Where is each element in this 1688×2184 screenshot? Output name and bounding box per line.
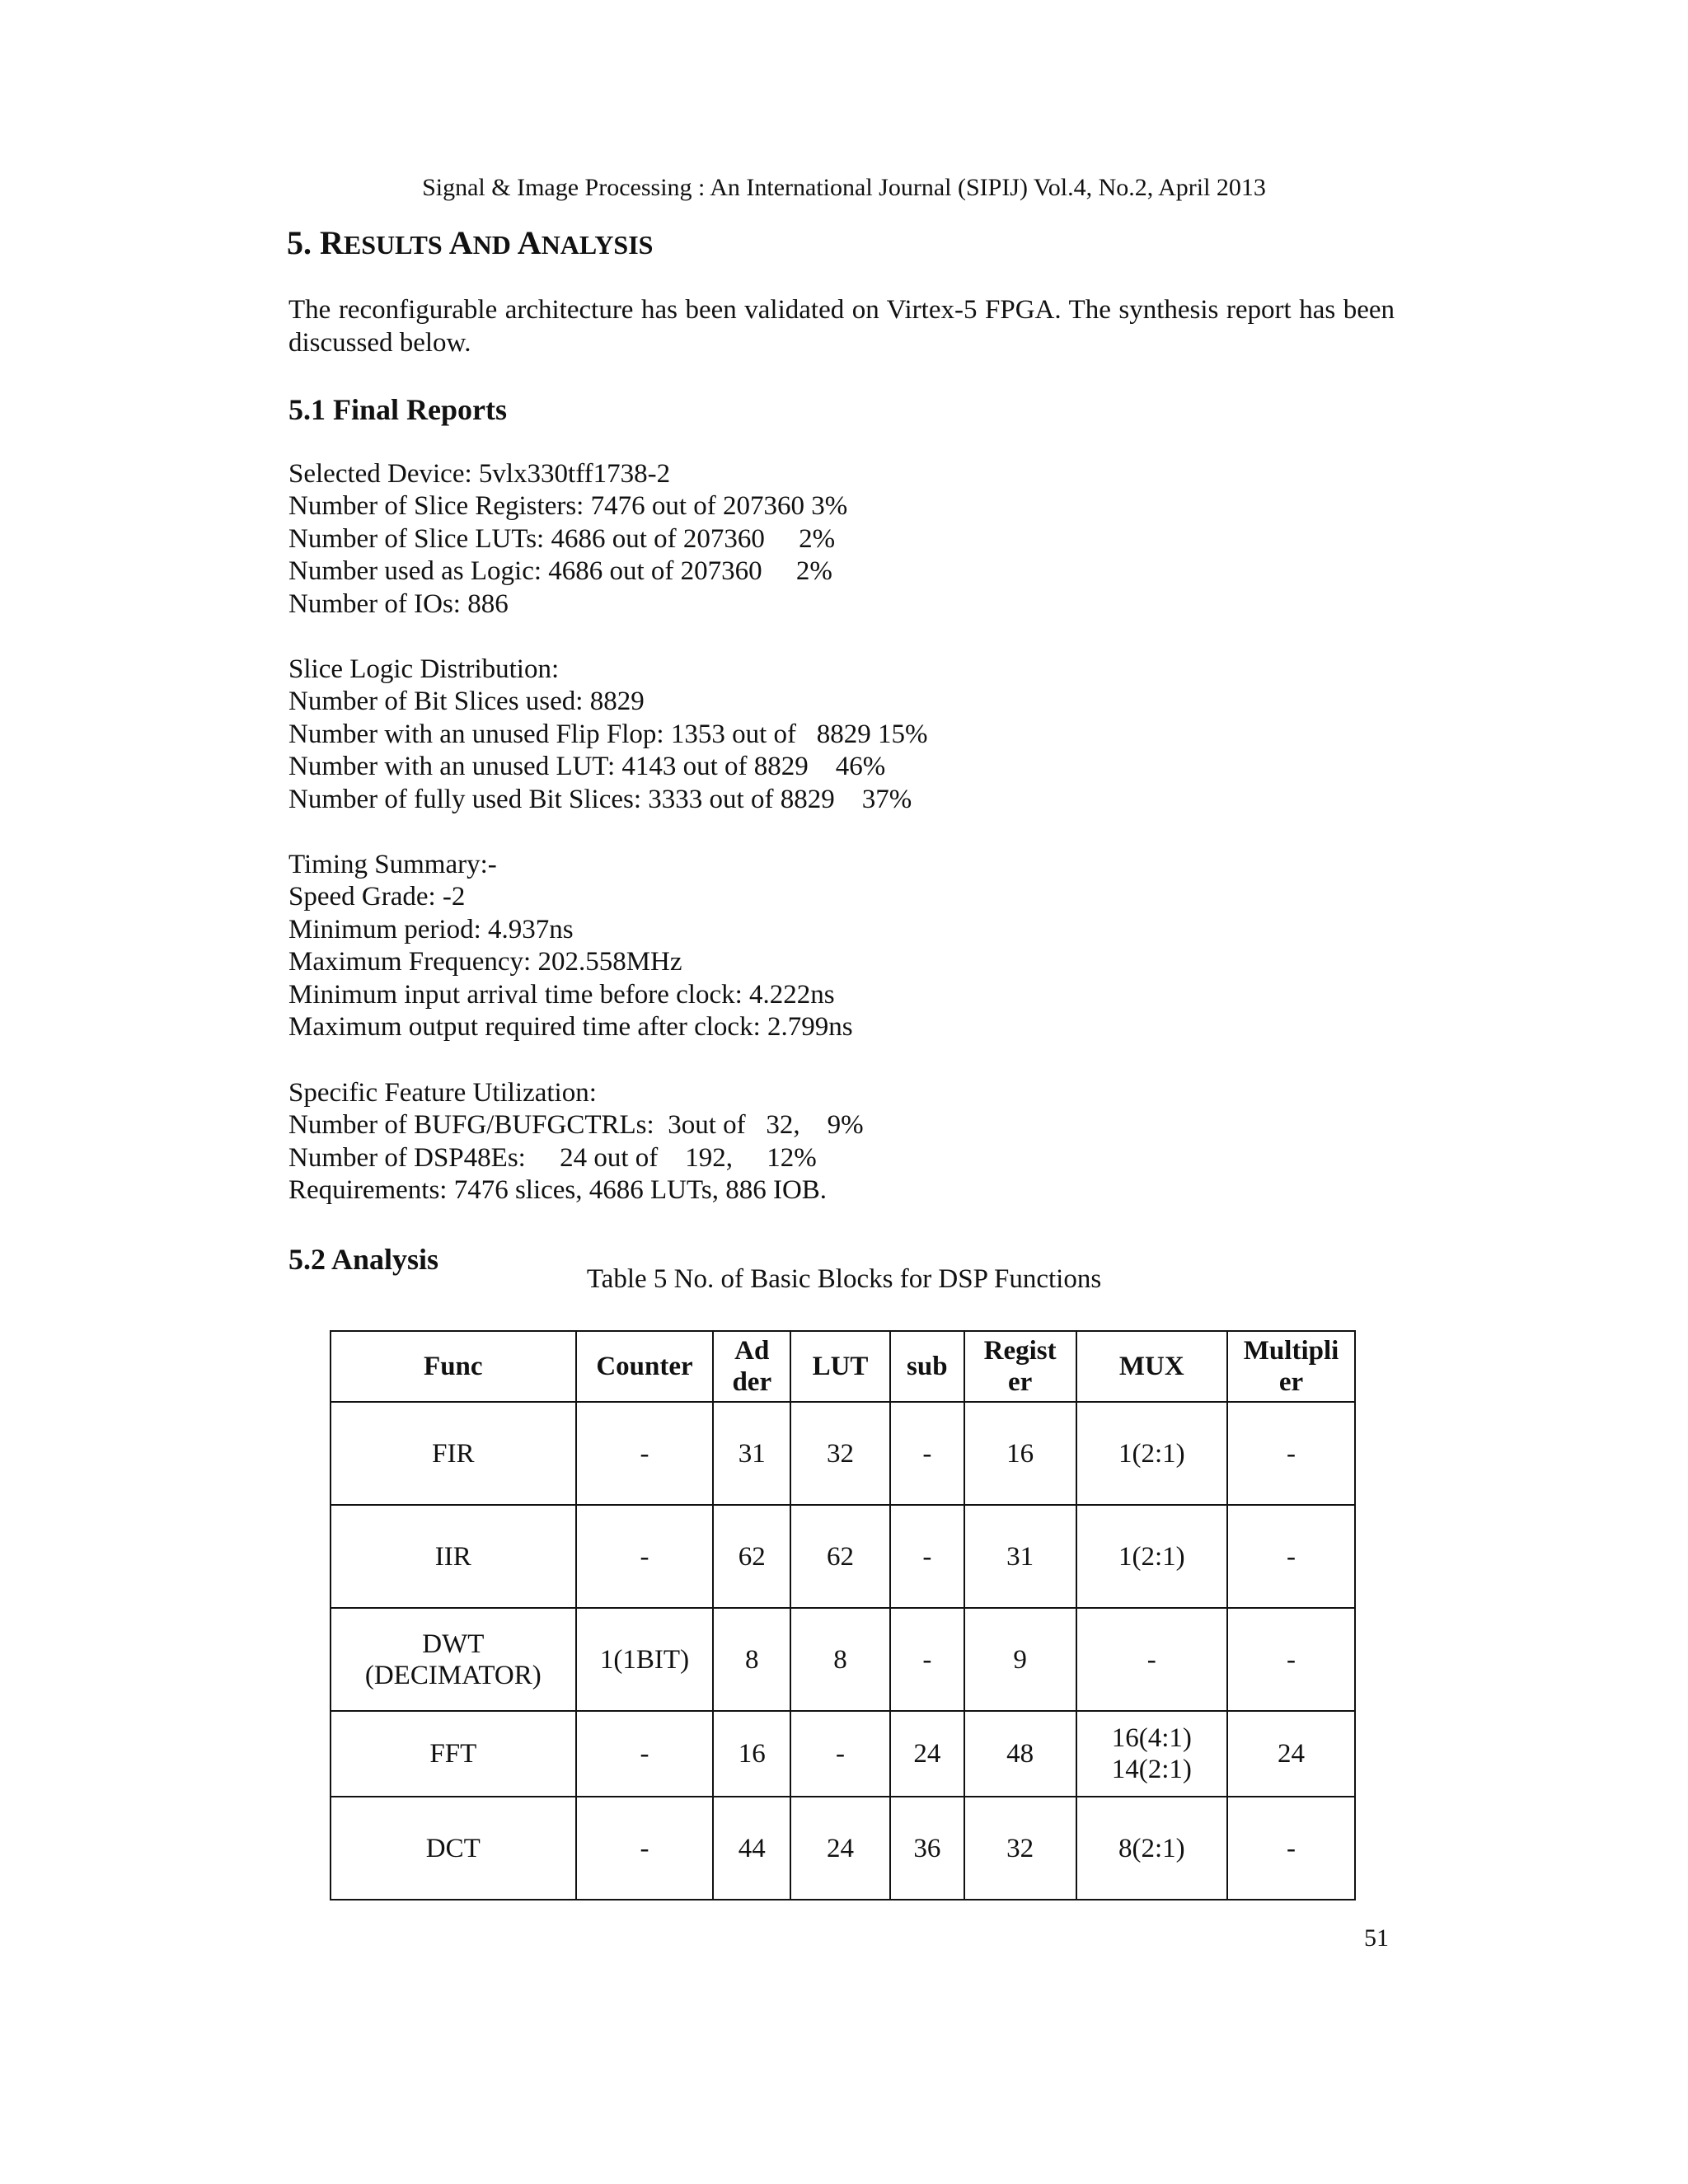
table-cell bbox=[576, 1402, 714, 1505]
cell-text: 24 bbox=[1278, 1739, 1306, 1769]
cell-text: Ad bbox=[734, 1336, 770, 1366]
table-cell bbox=[790, 1797, 890, 1900]
cell-text: - bbox=[640, 1739, 649, 1769]
table-cell bbox=[331, 1608, 576, 1711]
cell-text: Multipli bbox=[1243, 1336, 1339, 1366]
table-cell bbox=[964, 1797, 1076, 1900]
table-cell bbox=[1227, 1797, 1355, 1900]
table-row bbox=[331, 1797, 1355, 1900]
report-line: Specific Feature Utilization: bbox=[288, 1078, 597, 1108]
table-cell bbox=[1227, 1505, 1355, 1608]
table-cell bbox=[1076, 1711, 1228, 1797]
cell-text: DCT bbox=[425, 1833, 481, 1863]
table-row bbox=[331, 1505, 1355, 1608]
cell-text: 1(1BIT) bbox=[599, 1644, 690, 1675]
table-cell bbox=[890, 1402, 964, 1505]
report-line: Number used as Logic: 4686 out of 207360 2% bbox=[288, 556, 832, 587]
cell-text: 32 bbox=[1006, 1833, 1034, 1863]
report-line: Maximum Frequency: 202.558MHz bbox=[288, 947, 682, 977]
table-cell bbox=[1227, 1402, 1355, 1505]
table-header-row bbox=[331, 1331, 1355, 1402]
cell-text: FFT bbox=[429, 1739, 477, 1769]
report-line: Number of Bit Slices used: 8829 bbox=[288, 687, 645, 717]
table-cell bbox=[790, 1505, 890, 1608]
table-cell bbox=[331, 1402, 576, 1505]
table-cell bbox=[1076, 1797, 1228, 1900]
section-word-3-rest: NALYSIS bbox=[541, 230, 654, 260]
running-header: Signal & Image Processing : An International Journal (SIPIJ) Vol.4, No.2, April 2013 bbox=[422, 174, 1266, 201]
report-line: Timing Summary:- bbox=[288, 850, 497, 879]
cell-text: 1(2:1) bbox=[1118, 1438, 1185, 1469]
report-line: Number of IOs: 886 bbox=[288, 588, 509, 619]
column-header bbox=[890, 1331, 964, 1402]
cell-text: 62 bbox=[738, 1541, 766, 1572]
device-summary-block bbox=[288, 458, 847, 621]
report-line: Selected Device: 5vlx330tff1738-2 bbox=[288, 459, 671, 489]
column-header bbox=[713, 1331, 790, 1402]
cell-text: 8 bbox=[745, 1644, 759, 1675]
table-cell bbox=[1076, 1505, 1228, 1608]
table-cell bbox=[576, 1505, 714, 1608]
cell-text: 1(2:1) bbox=[1118, 1541, 1185, 1572]
table-cell bbox=[964, 1402, 1076, 1505]
table-cell bbox=[1227, 1608, 1355, 1711]
section-word-3-initial: A bbox=[517, 224, 542, 261]
cell-text: IIR bbox=[434, 1541, 471, 1572]
table-cell bbox=[1227, 1711, 1355, 1797]
cell-text: - bbox=[922, 1541, 932, 1572]
table-cell bbox=[713, 1797, 790, 1900]
cell-text: er bbox=[1278, 1367, 1304, 1397]
cell-text: er bbox=[1007, 1367, 1033, 1397]
intro-paragraph: The reconfigurable architecture has been validated on Virtex-5 FPGA. The synthesis report has been discussed below. bbox=[288, 295, 1395, 358]
table-cell bbox=[576, 1608, 714, 1711]
table-cell bbox=[890, 1711, 964, 1797]
table-cell bbox=[890, 1608, 964, 1711]
cell-text: (DECIMATOR) bbox=[364, 1660, 542, 1690]
report-line: Number of Slice LUTs: 4686 out of 207360 2% bbox=[288, 523, 836, 554]
report-line: Number of BUFG/BUFGCTRLs: 3out of 32, 9% bbox=[288, 1110, 864, 1141]
cell-text: DWT bbox=[422, 1629, 485, 1659]
page-number: 51 bbox=[1364, 1924, 1389, 1952]
cell-text: 31 bbox=[738, 1438, 766, 1469]
report-line: Minimum period: 4.937ns bbox=[288, 914, 574, 944]
cell-text: Counter bbox=[596, 1352, 693, 1381]
cell-text: LUT bbox=[812, 1352, 869, 1381]
table-row bbox=[331, 1402, 1355, 1505]
cell-text: 48 bbox=[1006, 1739, 1034, 1769]
report-line: Speed Grade: -2 bbox=[288, 882, 466, 912]
table-body bbox=[331, 1402, 1355, 1900]
cell-text: - bbox=[836, 1739, 846, 1769]
section-word-2-initial: A bbox=[448, 224, 473, 261]
feature-utilization-block bbox=[288, 1077, 864, 1207]
table-cell bbox=[331, 1505, 576, 1608]
table-cell bbox=[713, 1402, 790, 1505]
cell-text: - bbox=[640, 1541, 649, 1572]
cell-text: - bbox=[1287, 1541, 1296, 1572]
cell-text: 32 bbox=[827, 1438, 855, 1469]
table-cell bbox=[331, 1711, 576, 1797]
column-header bbox=[790, 1331, 890, 1402]
table-cell bbox=[790, 1608, 890, 1711]
section-heading bbox=[287, 223, 653, 265]
section-word-2-rest: ND bbox=[472, 230, 518, 260]
table-cell bbox=[713, 1505, 790, 1608]
cell-text: - bbox=[1287, 1833, 1296, 1863]
cell-text: 8(2:1) bbox=[1118, 1833, 1185, 1863]
cell-text: 9 bbox=[1013, 1644, 1027, 1675]
column-header bbox=[576, 1331, 714, 1402]
cell-text: 16 bbox=[1006, 1438, 1034, 1469]
table-row bbox=[331, 1608, 1355, 1711]
cell-text: 44 bbox=[738, 1833, 766, 1863]
report-line: Requirements: 7476 slices, 4686 LUTs, 886 IOB. bbox=[288, 1175, 828, 1206]
subsection-heading-final-reports: 5.1 Final Reports bbox=[288, 393, 507, 426]
cell-text: sub bbox=[907, 1352, 948, 1381]
table-cell bbox=[576, 1711, 714, 1797]
timing-summary-block bbox=[288, 849, 853, 1043]
cell-text: 16 bbox=[738, 1739, 766, 1769]
cell-text: - bbox=[922, 1438, 932, 1469]
cell-text: 24 bbox=[827, 1833, 855, 1863]
section-word-1-rest: ESULTS bbox=[343, 230, 449, 260]
cell-text: Func bbox=[424, 1352, 483, 1381]
cell-text: 36 bbox=[913, 1833, 941, 1863]
report-line: Number of DSP48Es: 24 out of 192, 12% bbox=[288, 1142, 817, 1173]
report-line: Slice Logic Distribution: bbox=[288, 654, 560, 684]
cell-text: 62 bbox=[827, 1541, 855, 1572]
cell-text: der bbox=[732, 1367, 772, 1397]
table-caption: Table 5 No. of Basic Blocks for DSP Functions bbox=[586, 1264, 1102, 1294]
report-line: Number of fully used Bit Slices: 3333 out of 8829 37% bbox=[288, 784, 912, 814]
cell-text: 16(4:1) bbox=[1111, 1723, 1192, 1753]
section-number: 5. bbox=[287, 224, 320, 261]
table-cell bbox=[890, 1797, 964, 1900]
cell-text: 14(2:1) bbox=[1111, 1755, 1192, 1784]
column-header bbox=[1227, 1331, 1355, 1402]
column-header bbox=[331, 1331, 576, 1402]
table-cell bbox=[790, 1402, 890, 1505]
table-cell bbox=[790, 1711, 890, 1797]
slice-logic-block bbox=[288, 654, 927, 816]
table-cell bbox=[576, 1797, 714, 1900]
table-cell bbox=[964, 1608, 1076, 1711]
report-line: Minimum input arrival time before clock: 4.222ns bbox=[288, 979, 835, 1010]
cell-text: MUX bbox=[1118, 1352, 1184, 1381]
cell-text: - bbox=[922, 1644, 932, 1675]
column-header bbox=[964, 1331, 1076, 1402]
dsp-blocks-table bbox=[330, 1330, 1356, 1900]
table-cell bbox=[713, 1608, 790, 1711]
cell-text: 31 bbox=[1006, 1541, 1034, 1572]
cell-text: 24 bbox=[913, 1739, 941, 1769]
report-line: Number with an unused LUT: 4143 out of 8829 46% bbox=[288, 752, 886, 782]
report-line: Maximum output required time after clock: 2.799ns bbox=[288, 1011, 853, 1042]
column-header bbox=[1076, 1331, 1228, 1402]
table-cell bbox=[1076, 1608, 1228, 1711]
report-line: Number of Slice Registers: 7476 out of 207360 3% bbox=[288, 491, 848, 522]
table-cell bbox=[1076, 1402, 1228, 1505]
cell-text: 8 bbox=[833, 1644, 847, 1675]
table-row bbox=[331, 1711, 1355, 1797]
table-cell bbox=[964, 1505, 1076, 1608]
table-cell bbox=[890, 1505, 964, 1608]
report-line: Number with an unused Flip Flop: 1353 out of 8829 15% bbox=[288, 719, 928, 749]
table-cell bbox=[713, 1711, 790, 1797]
section-word-1-initial: R bbox=[320, 224, 344, 261]
cell-text: FIR bbox=[432, 1438, 475, 1469]
cell-text: - bbox=[1287, 1438, 1296, 1469]
cell-text: - bbox=[640, 1438, 649, 1469]
table-cell bbox=[331, 1797, 576, 1900]
subsection-heading-analysis: 5.2 Analysis bbox=[288, 1243, 439, 1276]
cell-text: - bbox=[1146, 1644, 1156, 1675]
table-cell bbox=[964, 1711, 1076, 1797]
cell-text: Regist bbox=[983, 1336, 1057, 1366]
cell-text: - bbox=[1287, 1644, 1296, 1675]
cell-text: - bbox=[640, 1833, 649, 1863]
